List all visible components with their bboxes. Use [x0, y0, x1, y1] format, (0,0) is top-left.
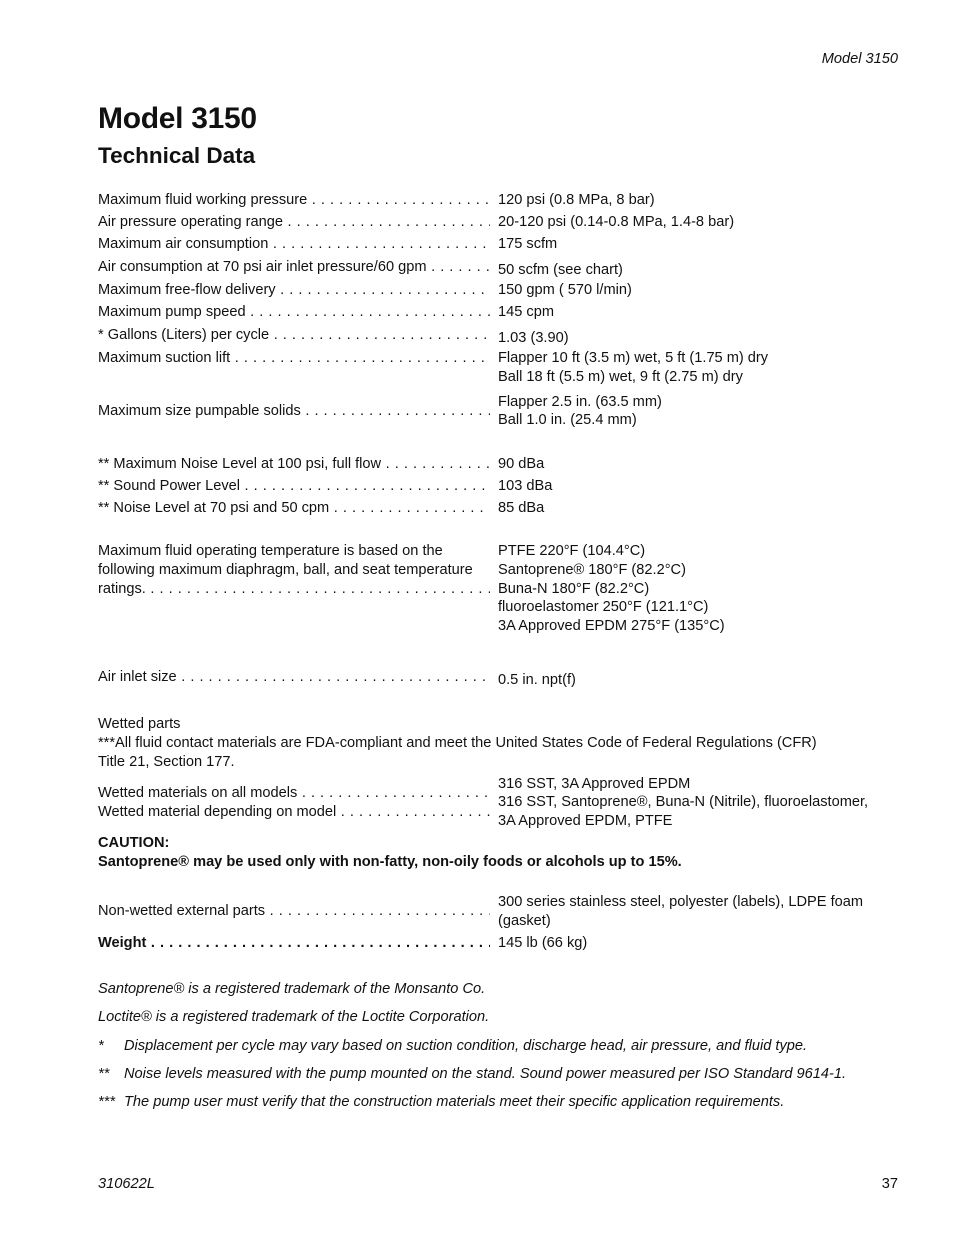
noise-label: ** Maximum Noise Level at 100 psi, full flow . . . — [98, 456, 490, 472]
spec-value: Flapper 10 ft (3.5 m) wet, 5 ft (1.75 m) dry — [498, 350, 769, 366]
trademark-note: Loctite® is a registered trademark of the Loctite Corporation. — [98, 1009, 490, 1025]
temperature-value: Buna-N 180°F (82.2°C) — [498, 581, 650, 597]
spec-value: 1.03 (3.90) — [498, 330, 569, 346]
page-number: 37 — [881, 1176, 898, 1192]
spec-label: Maximum size pumpable solids . . . — [98, 403, 490, 419]
running-header: Model 3150 — [821, 51, 898, 67]
spec-value-line2: Ball 1.0 in. (25.4 mm) — [498, 412, 637, 428]
non-wetted-label: Non-wetted external parts . . . — [98, 903, 490, 919]
wetted-depending-label: Wetted material depending on model . . . — [98, 804, 490, 820]
noise-label: ** Noise Level at 70 psi and 50 cpm . . . — [98, 500, 490, 516]
section-title: Technical Data — [98, 143, 256, 168]
temperature-value: fluoroelastomer 250°F (121.1°C) — [498, 599, 709, 615]
temperature-label-line3: ratings. . . . — [98, 581, 490, 597]
spec-value: 175 scfm — [498, 236, 558, 252]
wetted-note-line2: Title 21, Section 177. — [98, 754, 235, 770]
weight-value: 145 lb (66 kg) — [498, 935, 588, 951]
noise-value: 85 dBa — [498, 500, 545, 516]
footnote-text: Displacement per cycle may vary based on suction condition, discharge head, air pressure, and fluid type. — [124, 1038, 808, 1054]
non-wetted-value: 300 series stainless steel, polyester (labels), LDPE foam — [498, 894, 864, 910]
page-title: Model 3150 — [98, 102, 257, 135]
spec-value: 120 psi (0.8 MPa, 8 bar) — [498, 192, 655, 208]
noise-label: ** Sound Power Level . . . — [98, 478, 490, 494]
noise-value: 90 dBa — [498, 456, 545, 472]
spec-label: Air consumption at 70 psi air inlet pressure/60 gpm . . . — [98, 259, 490, 275]
caution-text: Santoprene® may be used only with non-fatty, non-oily foods or alcohols up to 15%. — [98, 854, 682, 870]
temperature-value: 3A Approved EPDM 275°F (135°C) — [498, 618, 725, 634]
temperature-label-line2: following maximum diaphragm, ball, and seat temperature — [98, 562, 473, 578]
spec-value: 150 gpm ( 570 l/min) — [498, 282, 632, 298]
wetted-value: 316 SST, Santoprene®, Buna-N (Nitrile), fluoroelastomer, — [498, 794, 869, 810]
wetted-value: 3A Approved EPDM, PTFE — [498, 813, 673, 829]
temperature-label-line1: Maximum fluid operating temperature is based on the — [98, 543, 443, 559]
footnote-text: The pump user must verify that the construction materials meet their specific application requirements. — [124, 1094, 785, 1110]
caution-heading: CAUTION: — [98, 835, 170, 851]
non-wetted-value-line2: (gasket) — [498, 913, 551, 929]
spec-label: Maximum fluid working pressure . . . — [98, 192, 490, 208]
spec-value-line2: Ball 18 ft (5.5 m) wet, 9 ft (2.75 m) dry — [498, 369, 743, 385]
trademark-note: Santoprene® is a registered trademark of the Monsanto Co. — [98, 981, 486, 997]
footnote-mark: ** — [98, 1066, 110, 1082]
spec-value: 145 cpm — [498, 304, 554, 320]
wetted-heading: Wetted parts — [98, 716, 181, 732]
spec-label: Maximum pump speed . . . — [98, 304, 490, 320]
weight-label: Weight . . . — [98, 935, 490, 951]
wetted-all-models-label: Wetted materials on all models . . . — [98, 785, 490, 801]
temperature-value: Santoprene® 180°F (82.2°C) — [498, 562, 686, 578]
noise-value: 103 dBa — [498, 478, 553, 494]
spec-value: 50 scfm (see chart) — [498, 262, 623, 278]
spec-label: Air pressure operating range . . . — [98, 214, 490, 230]
temperature-value: PTFE 220°F (104.4°C) — [498, 543, 646, 559]
footnote-mark: *** — [98, 1094, 116, 1110]
doc-number: 310622L — [98, 1176, 155, 1192]
air-inlet-label: Air inlet size . . . — [98, 669, 490, 685]
spec-label: * Gallons (Liters) per cycle . . . — [98, 327, 490, 343]
spec-value: 20-120 psi (0.14-0.8 MPa, 1.4-8 bar) — [498, 214, 735, 230]
footnote-mark: * — [98, 1038, 104, 1054]
spec-label: Maximum free-flow delivery . . . — [98, 282, 490, 298]
air-inlet-value: 0.5 in. npt(f) — [498, 672, 576, 688]
footnote-text: Noise levels measured with the pump mounted on the stand. Sound power measured per ISO Standard 9614-1. — [124, 1066, 847, 1082]
spec-label: Maximum air consumption . . . — [98, 236, 490, 252]
spec-label: Maximum suction lift . . . — [98, 350, 490, 366]
wetted-note-line1: ***All fluid contact materials are FDA-compliant and meet the United States Code of Federal Regulations (CFR) — [98, 735, 817, 751]
spec-value: Flapper 2.5 in. (63.5 mm) — [498, 394, 662, 410]
wetted-value: 316 SST, 3A Approved EPDM — [498, 776, 691, 792]
